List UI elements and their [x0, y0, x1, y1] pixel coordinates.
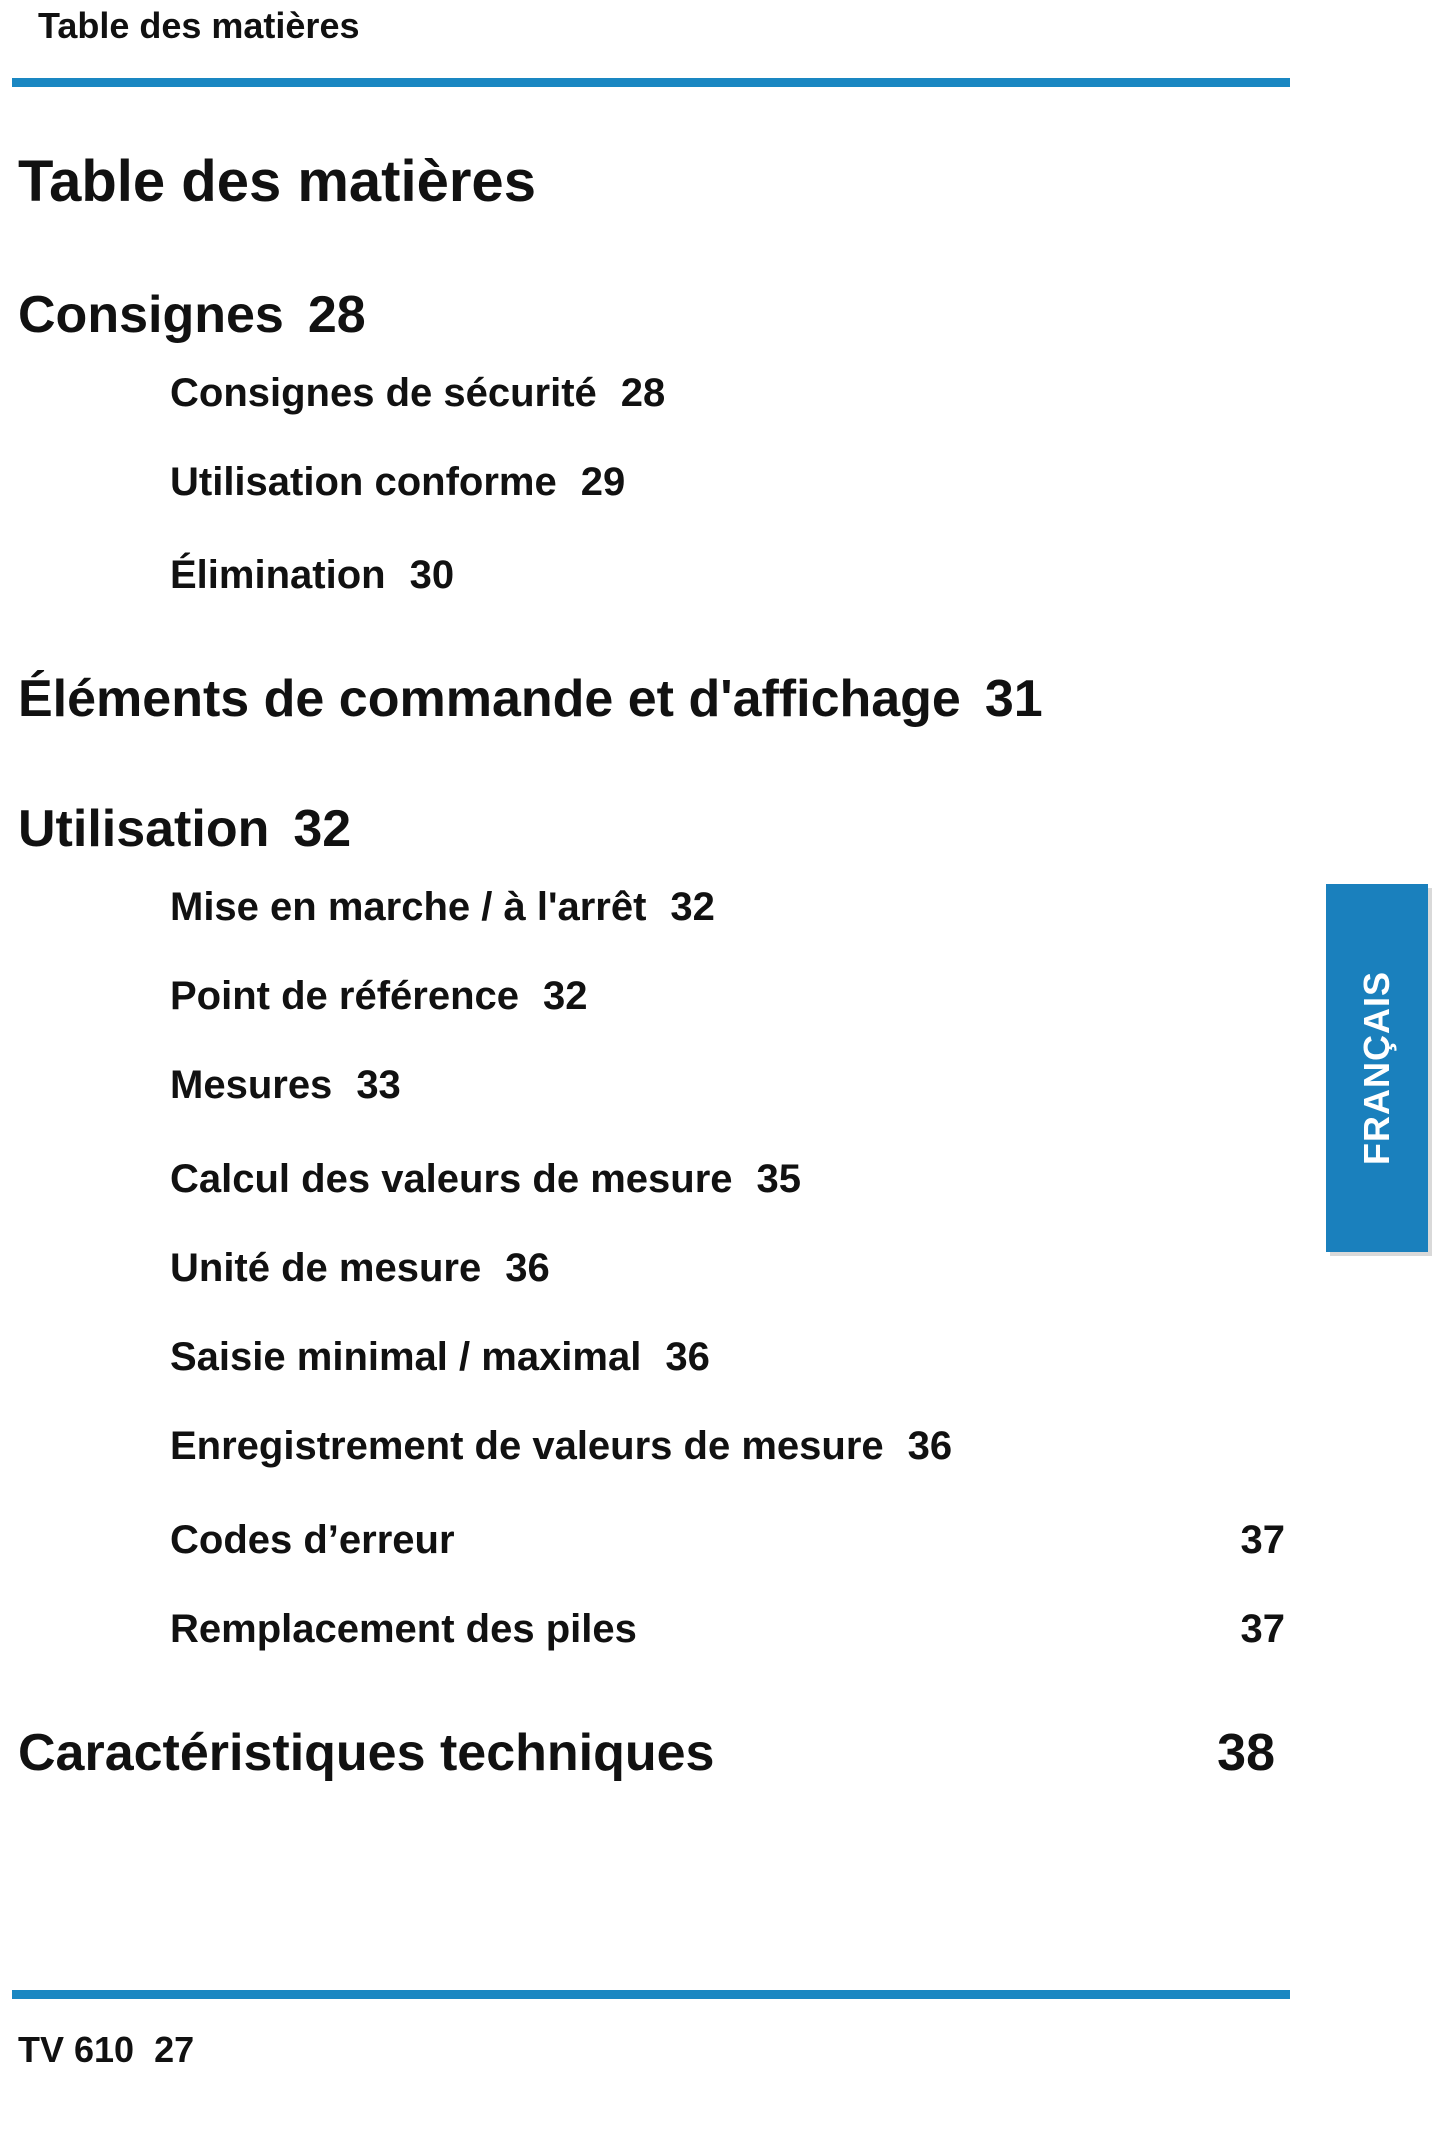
toc-entry-page: 33 [356, 1063, 401, 1107]
toc-entry-label: Mesures [170, 1063, 333, 1107]
toc-entry-label: Saisie minimal / maximal [170, 1335, 642, 1379]
toc-subentry-unite-de-mesure[interactable] [170, 1245, 550, 1291]
toc-entry-label: Élimination [170, 553, 386, 597]
toc-entry-page: 28 [307, 286, 366, 344]
toc-entry-label: Point de référence [170, 974, 520, 1018]
toc-entry-page: 35 [756, 1157, 801, 1201]
toc-entry-caracteristiques[interactable] [18, 1724, 1275, 1782]
language-tab[interactable] [1326, 884, 1428, 1252]
toc-entry-label: Codes d’erreur [170, 1518, 455, 1562]
language-tab-label: FRANÇAIS [1356, 971, 1397, 1165]
toc-entry-elements[interactable] [18, 670, 1043, 728]
toc-entry-page: 36 [907, 1424, 953, 1468]
toc-entry-label: Enregistrement de valeurs de mesure [170, 1424, 884, 1468]
toc-subentry-utilisation-conforme[interactable] [170, 459, 625, 505]
toc-entry-page: 32 [293, 800, 352, 858]
toc-entry-page: 37 [1240, 1518, 1285, 1562]
toc-entry-page: 38 [1217, 1724, 1275, 1782]
toc-entry-label: Mise en marche / à l'arrêt [170, 885, 647, 929]
toc-entry-label: Unité de mesure [170, 1246, 482, 1290]
toc-entry-page: 36 [505, 1246, 550, 1290]
toc-entry-page: 31 [984, 670, 1043, 728]
toc-subentry-point-de-reference[interactable] [170, 973, 588, 1019]
toc-subentry-remplacement-piles[interactable] [170, 1606, 1285, 1652]
toc-entry-label: Calcul des valeurs de mesure [170, 1157, 733, 1201]
toc-entry-page: 37 [1240, 1607, 1285, 1651]
toc-subentry-calcul[interactable] [170, 1156, 801, 1202]
toc-entry-page: 32 [543, 974, 588, 1018]
toc-entry-label: Utilisation conforme [170, 460, 557, 504]
toc-entry-consignes[interactable] [18, 286, 366, 344]
toc-entry-label: Consignes [18, 286, 284, 344]
footer-rule [12, 1990, 1290, 1999]
toc-entry-page: 32 [670, 885, 715, 929]
toc-subentry-consignes-securite[interactable] [170, 370, 665, 416]
toc-entry-page: 36 [665, 1335, 710, 1379]
toc-subentry-enregistrement[interactable] [170, 1423, 952, 1469]
toc-entry-label: Caractéristiques techniques [18, 1724, 715, 1782]
toc-entry-label: Utilisation [18, 800, 270, 858]
toc-subentry-mesures[interactable] [170, 1062, 401, 1108]
footer-model: TV 610 [18, 2029, 135, 2070]
toc-subentry-codes-erreur[interactable] [170, 1517, 1285, 1563]
running-header: Table des matières [38, 5, 360, 46]
toc-subentry-saisie-min-max[interactable] [170, 1334, 710, 1380]
footer-page-number: 27 [154, 2029, 195, 2070]
toc-entry-label: Remplacement des piles [170, 1607, 637, 1651]
toc-subentry-mise-en-marche[interactable] [170, 884, 715, 930]
toc-entry-label: Éléments de commande et d'affichage [18, 670, 961, 728]
footer [18, 2030, 194, 2070]
toc-entry-utilisation[interactable] [18, 800, 351, 858]
toc-entry-page: 28 [620, 371, 666, 415]
toc-entry-page: 29 [580, 460, 626, 504]
toc-entry-page: 30 [409, 553, 455, 597]
toc-entry-label: Consignes de sécurité [170, 371, 597, 415]
toc-subentry-elimination[interactable] [170, 552, 454, 598]
header-rule [12, 78, 1290, 87]
page-title: Table des matières [18, 149, 536, 214]
